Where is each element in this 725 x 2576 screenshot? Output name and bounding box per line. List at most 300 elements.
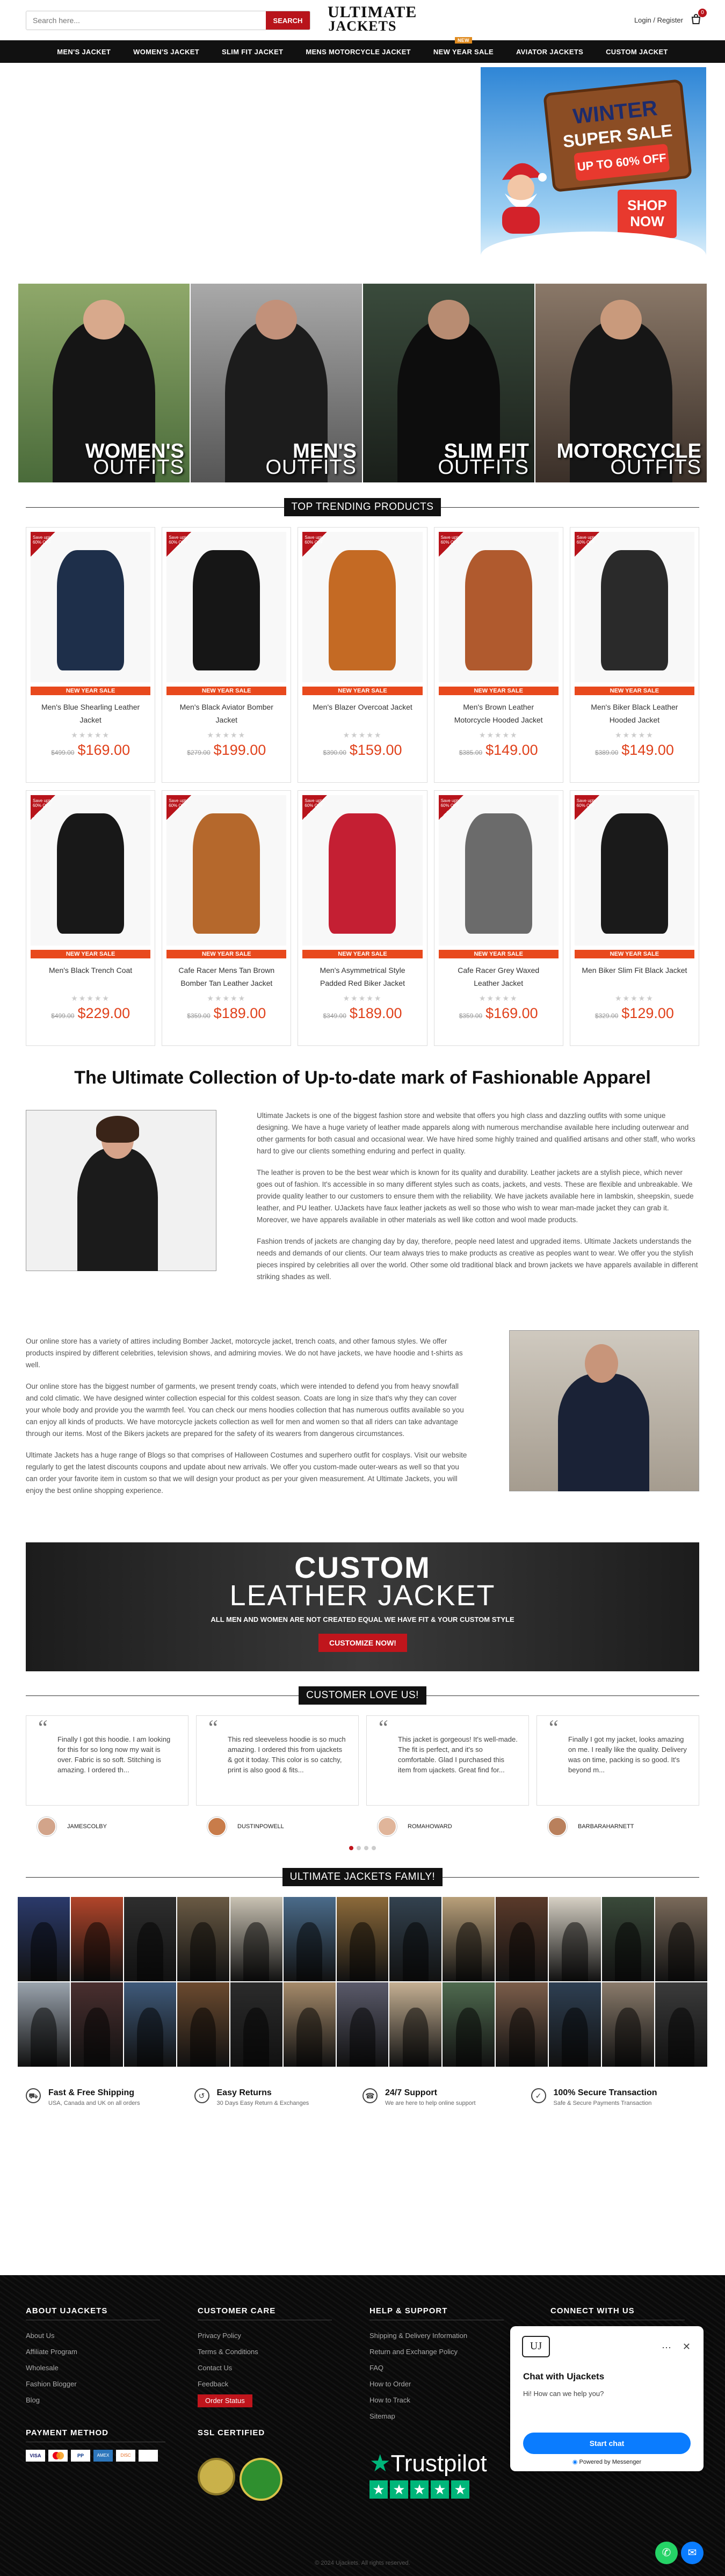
footer-link[interactable]: Terms & Conditions [198,2348,258,2356]
discover-icon: DISC [116,2450,135,2462]
snow-ground [481,232,706,280]
santa-icon [491,148,550,234]
category-slim-fit[interactable] [363,283,535,483]
family-photo [389,1897,441,1981]
product-price [298,1005,426,1022]
footer-link[interactable]: Return and Exchange Policy [369,2348,458,2356]
old-price: $279.00 [187,749,211,756]
returns-icon: ↺ [194,2088,209,2103]
about-section [0,1067,725,1561]
review-text: Finally I got my jacket, looks amazing on me. I really like the quality. Delivery was on time, packing is so good. It's beyond m... [568,1735,687,1774]
sale-tag: NEW YEAR SALE [439,687,559,695]
discount-ribbon: Save upto 60% OFF [575,532,599,557]
search-button[interactable]: SEARCH [266,11,310,30]
footer-heading: HELP & SUPPORT [369,2306,504,2320]
product-card[interactable] [26,527,155,783]
footer-about [26,2306,160,2408]
person-silhouette [403,2008,429,2067]
product-image[interactable] [439,532,559,682]
product-image[interactable] [439,795,559,946]
main-nav [0,37,725,63]
start-chat-button[interactable]: Start chat [523,2433,691,2454]
product-image[interactable] [166,795,286,946]
person-silhouette [243,1922,269,1981]
product-card[interactable] [434,527,563,783]
discount-ribbon: Save upto 60% OFF [439,532,463,557]
rating-stars: ★★★★★ [479,731,518,739]
product-card[interactable] [162,527,291,783]
review-username: DUSTINPOWELL [237,1823,284,1830]
banner-discount: UP TO 60% OFF [574,143,670,181]
person-silhouette [243,2008,269,2067]
family-photo [549,1897,601,1981]
family-photo [337,1982,389,2067]
secure-icon: ✓ [531,2088,546,2103]
family-title: ULTIMATE JACKETS FAMILY! [282,1868,443,1886]
category-subtitle: OUTFITS [438,456,529,479]
feature-title: 24/7 Support [385,2088,437,2097]
family-photo [230,1897,282,1981]
product-price [26,1005,155,1022]
family-photo [71,1897,123,1981]
jacket-shape [193,813,260,934]
family-photo [337,1897,389,1981]
old-price: $499.00 [51,749,75,756]
star-icon: ★ [369,2480,388,2499]
truck-icon: ⛟ [26,2088,41,2103]
footer-link[interactable]: How to Track [369,2396,410,2404]
category-womens[interactable] [18,283,190,483]
category-title: MOTORCYCLE [556,440,701,463]
nav-motorcycle-jacket[interactable]: MENS MOTORCYCLE JACKET [306,47,411,56]
close-icon[interactable]: ✕ [682,2341,691,2352]
sale-price: $189.00 [213,1005,266,1021]
order-status-button[interactable]: Order Status [198,2394,252,2407]
sale-tag: NEW YEAR SALE [439,950,559,958]
review-text: Finally I got this hoodie. I am looking for this for so long now my wait is over. Fabric is so soft. Stitching is amazing. I ordered th... [57,1735,171,1774]
feature-secure [531,2088,700,2120]
product-grid [26,527,699,1046]
person-silhouette [668,2008,694,2067]
carousel-dot[interactable] [364,1846,368,1850]
person-silhouette [509,1922,535,1981]
family-photo [496,1897,548,1981]
banner-super-sale: SUPER SALE [562,120,673,151]
star-icon: ★ [431,2480,449,2499]
product-image[interactable] [575,532,694,682]
family-photo [496,1982,548,2067]
woman-jacket-photo [26,1110,216,1271]
family-photo [443,1897,495,1981]
review-text: This red sleeveless hoodie is so much amazing. I ordered this from ujackets & got it today. This color is so catchy, print is also good & fits... [228,1735,346,1774]
whatsapp-icon[interactable]: ✆ [655,2542,678,2564]
custom-jacket-banner [26,1542,699,1671]
discount-ribbon: Save upto 60% OFF [302,532,327,557]
sale-price: $229.00 [77,1005,130,1021]
footer-care [198,2306,332,2407]
product-image[interactable] [31,795,150,946]
avatar [37,1817,56,1836]
product-name[interactable]: Men's Asymmetrical Style Padded Red Biker Jacket [320,966,405,987]
person-silhouette [509,2008,535,2067]
card-icon [139,2450,158,2462]
old-price: $390.00 [323,749,346,756]
product-name[interactable]: Men Biker Slim Fit Black Jacket [582,966,687,975]
family-photo [177,1982,229,2067]
ujackets-logo: UJ [522,2336,550,2357]
feature-support [363,2088,531,2120]
category-motorcycle[interactable] [535,283,707,483]
footer-trustpilot [369,2428,509,2499]
family-photo [177,1897,229,1981]
old-price: $389.00 [595,749,619,756]
quote-icon: “ [379,1715,388,1740]
ssl-badges [198,2458,337,2501]
sale-tag: NEW YEAR SALE [302,687,422,695]
banner-winter: WINTER [571,96,659,129]
avatar [207,1817,227,1836]
person-silhouette [350,2008,375,2067]
footer-help [369,2306,504,2425]
sale-price: $149.00 [485,742,538,758]
custom-line2: LEATHER JACKET [229,1579,496,1612]
trustpilot-logo[interactable]: ★Trustpilot [369,2450,487,2477]
footer-connect [550,2306,685,2328]
trending-heading [26,498,699,516]
copyright: © 2024 Ujackets. All rights reserved. [315,2560,410,2566]
chat-title: Chat with Ujackets [523,2371,605,2382]
footer-heading: CUSTOMER CARE [198,2306,332,2320]
person-silhouette [350,1922,375,1981]
category-title: SLIM FIT [444,440,529,463]
product-name[interactable]: Cafe Racer Grey Waxed Leather Jacket [458,966,540,987]
footer-payment [26,2428,165,2462]
discount-ribbon: Save upto 60% OFF [302,795,327,820]
footer-link[interactable]: About Us [26,2332,55,2340]
footer-link[interactable]: How to Order [369,2380,411,2388]
footer-link[interactable]: Contact Us [198,2364,233,2372]
product-image[interactable] [302,532,422,682]
jacket-shape [465,813,532,934]
product-price [162,742,291,759]
support-icon: ☎ [363,2088,378,2103]
jacket-shape [601,550,668,670]
paypal-icon: PP [71,2450,90,2462]
product-card[interactable] [298,527,427,783]
review-text: This jacket is gorgeous! It's well-made. The fit is perfect, and it's so comfortable. Glad I purchased this item from ujackets. Great find for... [398,1735,518,1774]
about-p6: Ultimate Jackets has a huge range of Blogs so that comprises of Halloween Costumes and superhero outfit for cosplays. Visit our website regularly to get the latest discounts coupons and update about new arrivals. We offer you custom-made outer-wears as well so that you can order your favorite item in custom so that we will design your product as per your given measurement. At Ultimate Jackets, you will enjoy the best online shopping experience. [26,1451,467,1495]
carousel-dots [0,1843,725,1853]
carousel-dot[interactable] [372,1846,376,1850]
person-silhouette [190,1922,216,1981]
feature-sub: Safe & Secure Payments Transaction [553,2100,652,2106]
review-user [207,1817,284,1836]
sale-tag: NEW YEAR SALE [31,687,150,695]
person-silhouette [668,1922,694,1981]
trending-title: TOP TRENDING PRODUCTS [284,498,441,516]
product-image[interactable] [302,795,422,946]
product-price [298,742,426,759]
chat-widget [510,2326,704,2471]
person-silhouette [137,2008,163,2067]
customize-now-button[interactable]: CUSTOMIZE NOW! [318,1634,407,1652]
footer-link[interactable]: Fashion Blogger [26,2380,77,2388]
product-card[interactable] [570,527,699,783]
messenger-icon: ◉ [572,2459,578,2465]
category-subtitle: OUTFITS [93,456,184,479]
product-name[interactable]: Men's Blue Shearling Leather Jacket [41,703,140,724]
feature-sub: We are here to help online support [385,2100,476,2106]
person-silhouette [456,2008,482,2067]
person-silhouette [31,2008,56,2067]
old-price: $359.00 [187,1012,211,1020]
footer-link[interactable]: FAQ [369,2364,384,2372]
about-p4: Our online store has a variety of attires including Bomber Jacket, motorcycle jacket, trench coats, and other famous styles. We offer products inspired by different celebrities, television shows, and admiring movies. We do not have jackets, we have hoodie and t-shirts as well. [26,1337,463,1369]
family-photo [389,1982,441,2067]
product-name[interactable]: Men's Blazer Overcoat Jacket [313,703,412,711]
jacket-shape [57,550,124,670]
footer-heading: PAYMENT METHOD [26,2428,165,2442]
category-tiles [18,283,707,483]
sale-tag: NEW YEAR SALE [166,687,286,695]
carousel-dot[interactable] [349,1846,353,1850]
nav-slim-fit-jacket[interactable]: SLIM FIT JACKET [222,47,284,56]
discount-ribbon: Save upto 60% OFF [166,532,191,557]
powered-by-messenger [510,2458,704,2465]
review-user [548,1817,634,1836]
product-card[interactable] [26,790,155,1046]
cart-icon[interactable] [690,10,704,27]
feature-title: Fast & Free Shipping [48,2088,135,2097]
family-gallery [18,1897,707,2067]
review-card [366,1715,529,1830]
payment-icons [26,2450,165,2462]
sale-price: $169.00 [485,1005,538,1021]
nav-new-year-sale[interactable] [422,37,505,56]
review-user [378,1817,452,1836]
old-price: $499.00 [51,1012,75,1020]
product-card[interactable] [434,790,563,1046]
family-photo [284,1982,336,2067]
review-card [196,1715,359,1830]
about-p1: Ultimate Jackets is one of the biggest fashion store and website that offers you high class and dazzling outfits with some unique designing. We have a huge variety of leather made apparels along with numerous merchandise available here including outerwear and other garments for both casual and occasional wear. We have hired some highly trained and qualified artisans and other staff, who works hard to give our clients something enduring and perfect in quality. [257,1112,695,1155]
family-photo [18,1897,70,1981]
footer-link[interactable]: Shipping & Delivery Information [369,2332,468,2340]
more-options-icon[interactable]: ⋯ [662,2342,671,2353]
custom-line3: ALL MEN AND WOMEN ARE NOT CREATED EQUAL WE HAVE FIT & YOUR CUSTOM STYLE [211,1615,514,1623]
about-p5: Our online store has the biggest number of garments, we present trendy coats, which were intended to defend you from heavy snowfall and cold climatic. We have designed winter collection especial for this coldest season. Coats are long in size that's why they can cover your whole body and provide you the warmth feel. You can check our mens hoodies collection that has numerous outfits available so you can enjoy all kinds of products. We have motorcycle jackets collection as well for men and women so that all riders can take advantage through our items. Most of the Bikers jackets are prepared for the safety of its wearers from dangerous circumstances. [26,1382,464,1438]
ssl-badge-icon [198,2458,235,2495]
review-user [37,1817,107,1836]
feature-returns [194,2088,363,2120]
about-text-1 [257,1110,699,1293]
footer-link[interactable]: Wholesale [26,2364,59,2372]
feature-sub: 30 Days Easy Return & Exchanges [216,2100,309,2106]
family-photo [230,1982,282,2067]
family-photo [602,1982,654,2067]
person-silhouette [296,1922,322,1981]
messenger-icon[interactable]: ✉ [681,2542,704,2564]
rating-stars: ★★★★★ [479,994,518,1002]
person-silhouette [562,1922,588,1981]
product-card[interactable] [298,790,427,1046]
sale-price: $169.00 [77,742,130,758]
about-p2: The leather is proven to be the best wear which is known for its quality and durability. Leather jackets are a stylish piece, which never goes out of fashion. It's accessible in so many different styles such as coats, jackets, and vests. These are flexible and unbreakable. We provide quality leather to our customers to ensure them with the reliability. We have jackets available here in lambskin, sheepskin, suede leather, and PU leather. UJackets have faux leather jackets as well so those who wish to wear man-made jacket they can grab it. Moreover, we have apparels available in other materials as well like cotton and wool made products. [257,1168,694,1224]
footer-link[interactable]: Feedback [198,2380,229,2388]
product-name[interactable]: Men's Biker Black Leather Hooded Jacket [591,703,678,724]
logo-line2: JACKETS [328,18,397,34]
family-photo [18,1982,70,2067]
logo-line1: ULTIMATE [328,3,417,21]
star-icon: ★ [451,2480,469,2499]
footer-ssl [198,2428,337,2501]
jacket-shape [193,550,260,670]
login-register-link[interactable]: Login / Register [634,16,683,24]
about-title: The Ultimate Collection of Up-to-date mark of Fashionable Apparel [74,1067,651,1088]
family-photo [71,1982,123,2067]
old-price: $359.00 [459,1012,483,1020]
product-price [434,1005,563,1022]
person-silhouette [31,1922,56,1981]
sale-price: $149.00 [621,742,674,758]
rating-stars: ★★★★★ [615,994,654,1002]
nav-mens-jacket[interactable]: MEN'S JACKET [57,47,111,56]
about-text-2 [26,1336,472,1506]
footer-heading: SSL CERTIFIED [198,2428,265,2437]
discount-ribbon: Save upto 60% OFF [31,532,55,557]
product-name[interactable]: Cafe Racer Mens Tan Brown Bomber Tan Leather Jacket [178,966,275,987]
product-price [434,742,563,759]
chat-message: Hi! How can we help you? [523,2390,604,2398]
reviews-heading [26,1686,699,1705]
person-silhouette [615,1922,641,1981]
carousel-dot[interactable] [357,1846,361,1850]
quote-icon: “ [208,1715,218,1740]
footer-heading: CONNECT WITH US [550,2306,685,2320]
footer-link[interactable]: Privacy Policy [198,2332,241,2340]
trustpilot-stars [369,2480,509,2499]
feature-shipping [26,2088,194,2120]
discount-ribbon: Save upto 60% OFF [439,795,463,820]
product-image[interactable] [166,532,286,682]
footer-heading: ABOUT UJACKETS [26,2306,160,2320]
winter-sale-banner[interactable] [481,67,706,280]
sale-tag: NEW YEAR SALE [575,950,694,958]
family-photo [284,1897,336,1981]
ssl-badge-icon [240,2458,282,2501]
review-username: ROMAHOWARD [408,1823,452,1830]
person-silhouette [562,2008,588,2067]
category-title: WOMEN'S [85,440,184,463]
quote-icon: “ [549,1715,559,1740]
footer-link[interactable]: Blog [26,2396,40,2404]
sale-tag: NEW YEAR SALE [302,950,422,958]
jacket-shape [57,813,124,934]
discount-ribbon: Save upto 60% OFF [31,795,55,820]
star-icon: ★ [390,2480,408,2499]
search-input[interactable] [26,11,266,30]
person-silhouette [190,2008,216,2067]
site-logo[interactable] [328,3,417,37]
sale-price: $189.00 [349,1005,402,1021]
mastercard-icon [48,2450,68,2462]
amex-icon: AMEX [93,2450,113,2462]
top-header [0,0,725,40]
product-name[interactable]: Men's Black Aviator Bomber Jacket [179,703,273,724]
discount-ribbon: Save upto 60% OFF [575,795,599,820]
product-name[interactable]: Men's Brown Leather Motorcycle Hooded Jacket [454,703,543,724]
rating-stars: ★★★★★ [207,731,247,739]
features-bar [26,2088,699,2120]
product-card[interactable] [570,790,699,1046]
category-mens[interactable] [190,283,363,483]
sale-price: $199.00 [213,742,266,758]
jacket-shape [601,813,668,934]
custom-line1: CUSTOM [294,1550,431,1584]
rating-stars: ★★★★★ [615,731,654,739]
rating-stars: ★★★★★ [343,994,382,1002]
product-price [162,1005,291,1022]
family-photo [443,1982,495,2067]
rating-stars: ★★★★★ [71,731,110,739]
avatar [378,1817,397,1836]
product-price [26,742,155,759]
person-silhouette [84,2008,110,2067]
about-row-1 [26,1110,699,1336]
product-card[interactable] [162,790,291,1046]
star-icon: ★ [410,2480,429,2499]
family-heading [26,1868,699,1886]
product-name[interactable]: Men's Black Trench Coat [49,966,133,975]
sale-tag: NEW YEAR SALE [166,950,286,958]
person-silhouette [403,1922,429,1981]
footer-link[interactable]: Sitemap [369,2412,395,2420]
person-silhouette [296,2008,322,2067]
nav-womens-jacket[interactable]: WOMEN'S JACKET [133,47,200,56]
sale-price: $129.00 [621,1005,674,1021]
nav-aviator-jackets[interactable]: AVIATOR JACKETS [516,47,584,56]
reviews-title: CUSTOMER LOVE US! [299,1686,426,1705]
search-bar [26,11,310,30]
person-silhouette [84,1922,110,1981]
product-image[interactable] [575,795,694,946]
jacket-shape [465,550,532,670]
jacket-shape [329,813,396,934]
nav-custom-jacket[interactable]: CUSTOM JACKET [606,47,668,56]
feature-sub: USA, Canada and UK on all orders [48,2100,140,2106]
review-username: BARBARAHARNETT [578,1823,634,1830]
family-photo [602,1897,654,1981]
product-image[interactable] [31,532,150,682]
sale-tag: NEW YEAR SALE [575,687,694,695]
visa-icon: VISA [26,2450,45,2462]
review-card [536,1715,699,1830]
footer-link[interactable]: Affiliate Program [26,2348,77,2356]
old-price: $329.00 [595,1012,619,1020]
rating-stars: ★★★★★ [71,994,110,1002]
avatar [548,1817,567,1836]
hero-section [0,63,725,283]
quote-icon: “ [38,1715,48,1740]
sale-sign [546,82,690,189]
shop-now-badge[interactable]: SHOP NOW [618,190,677,238]
person-silhouette [137,1922,163,1981]
trustpilot-label: Trustpilot [390,2450,487,2477]
new-badge: NEW [455,37,472,44]
rating-stars: ★★★★★ [207,994,247,1002]
discount-ribbon: Save upto 60% OFF [166,795,191,820]
family-photo [655,1897,707,1981]
